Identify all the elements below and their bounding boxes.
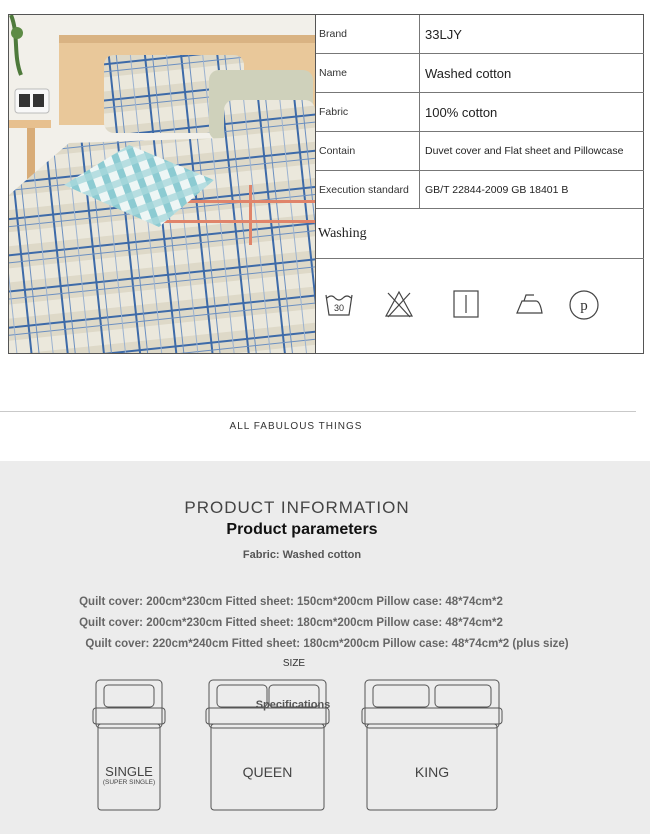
- bed-subname-single: (SUPER SINGLE): [102, 779, 156, 786]
- bed-name-king: KING: [414, 764, 450, 780]
- size-spec-line-single: Quilt cover: 200cm*230cm Fitted sheet: 150cm*200cm Pillow case: 48*74cm*2: [79, 596, 503, 608]
- product-information-panel: [0, 461, 650, 834]
- spec-value: GB/T 22844-2009 GB 18401 B: [425, 183, 569, 196]
- spec-row-fabric: [316, 93, 644, 132]
- washing-label: Washing: [316, 209, 644, 259]
- spec-value: 100% cotton: [425, 104, 498, 120]
- spec-value: Duvet cover and Flat sheet and Pillowcase: [425, 145, 624, 157]
- spec-value: 33LJY: [425, 26, 462, 42]
- wash-temp-text: 30: [333, 303, 345, 313]
- product-parameters-heading: Product parameters: [226, 521, 378, 538]
- spec-key: Contain: [316, 132, 420, 170]
- spec-key: Execution standard: [316, 171, 420, 208]
- product-photo: [9, 15, 315, 353]
- spec-key: Name: [316, 54, 420, 92]
- wash-30-icon: [324, 289, 354, 319]
- spec-value: Washed cotton: [425, 65, 512, 81]
- specifications-label: Specifications: [255, 699, 331, 711]
- washing-icons: [316, 259, 644, 353]
- dry-clean-letter: p: [580, 298, 588, 314]
- spec-row-name: [316, 54, 644, 93]
- brand-tagline: ALL FABULOUS THINGS: [229, 421, 363, 432]
- hang-dry-icon: [452, 289, 480, 319]
- size-spec-line-queen: Quilt cover: 200cm*230cm Fitted sheet: 180cm*200cm Pillow case: 48*74cm*2: [79, 617, 503, 629]
- size-spec-line-king: Quilt cover: 220cm*240cm Fitted sheet: 180cm*200cm Pillow case: 48*74cm*2 (plus size): [85, 638, 569, 650]
- fabric-line: Fabric: Washed cotton: [242, 549, 362, 561]
- do-not-bleach-icon: [384, 289, 414, 319]
- product-info-title: PRODUCT INFORMATION: [184, 498, 410, 517]
- bedding-photo-illustration: [9, 15, 315, 353]
- bed-name-queen: QUEEN: [242, 764, 293, 780]
- spec-row-contain: [316, 132, 644, 171]
- bed-name-single: SINGLE: [105, 764, 153, 779]
- iron-low-icon: [514, 289, 546, 319]
- spec-table: [315, 15, 643, 353]
- spec-key: Brand: [316, 15, 420, 53]
- dry-clean-p-icon: [568, 289, 600, 321]
- spec-row-brand: [316, 15, 644, 54]
- spec-key: Fabric: [316, 93, 420, 131]
- spec-row-standard: [316, 171, 644, 209]
- size-label: SIZE: [282, 658, 306, 669]
- spec-block: [8, 14, 644, 354]
- section-divider: [0, 411, 636, 412]
